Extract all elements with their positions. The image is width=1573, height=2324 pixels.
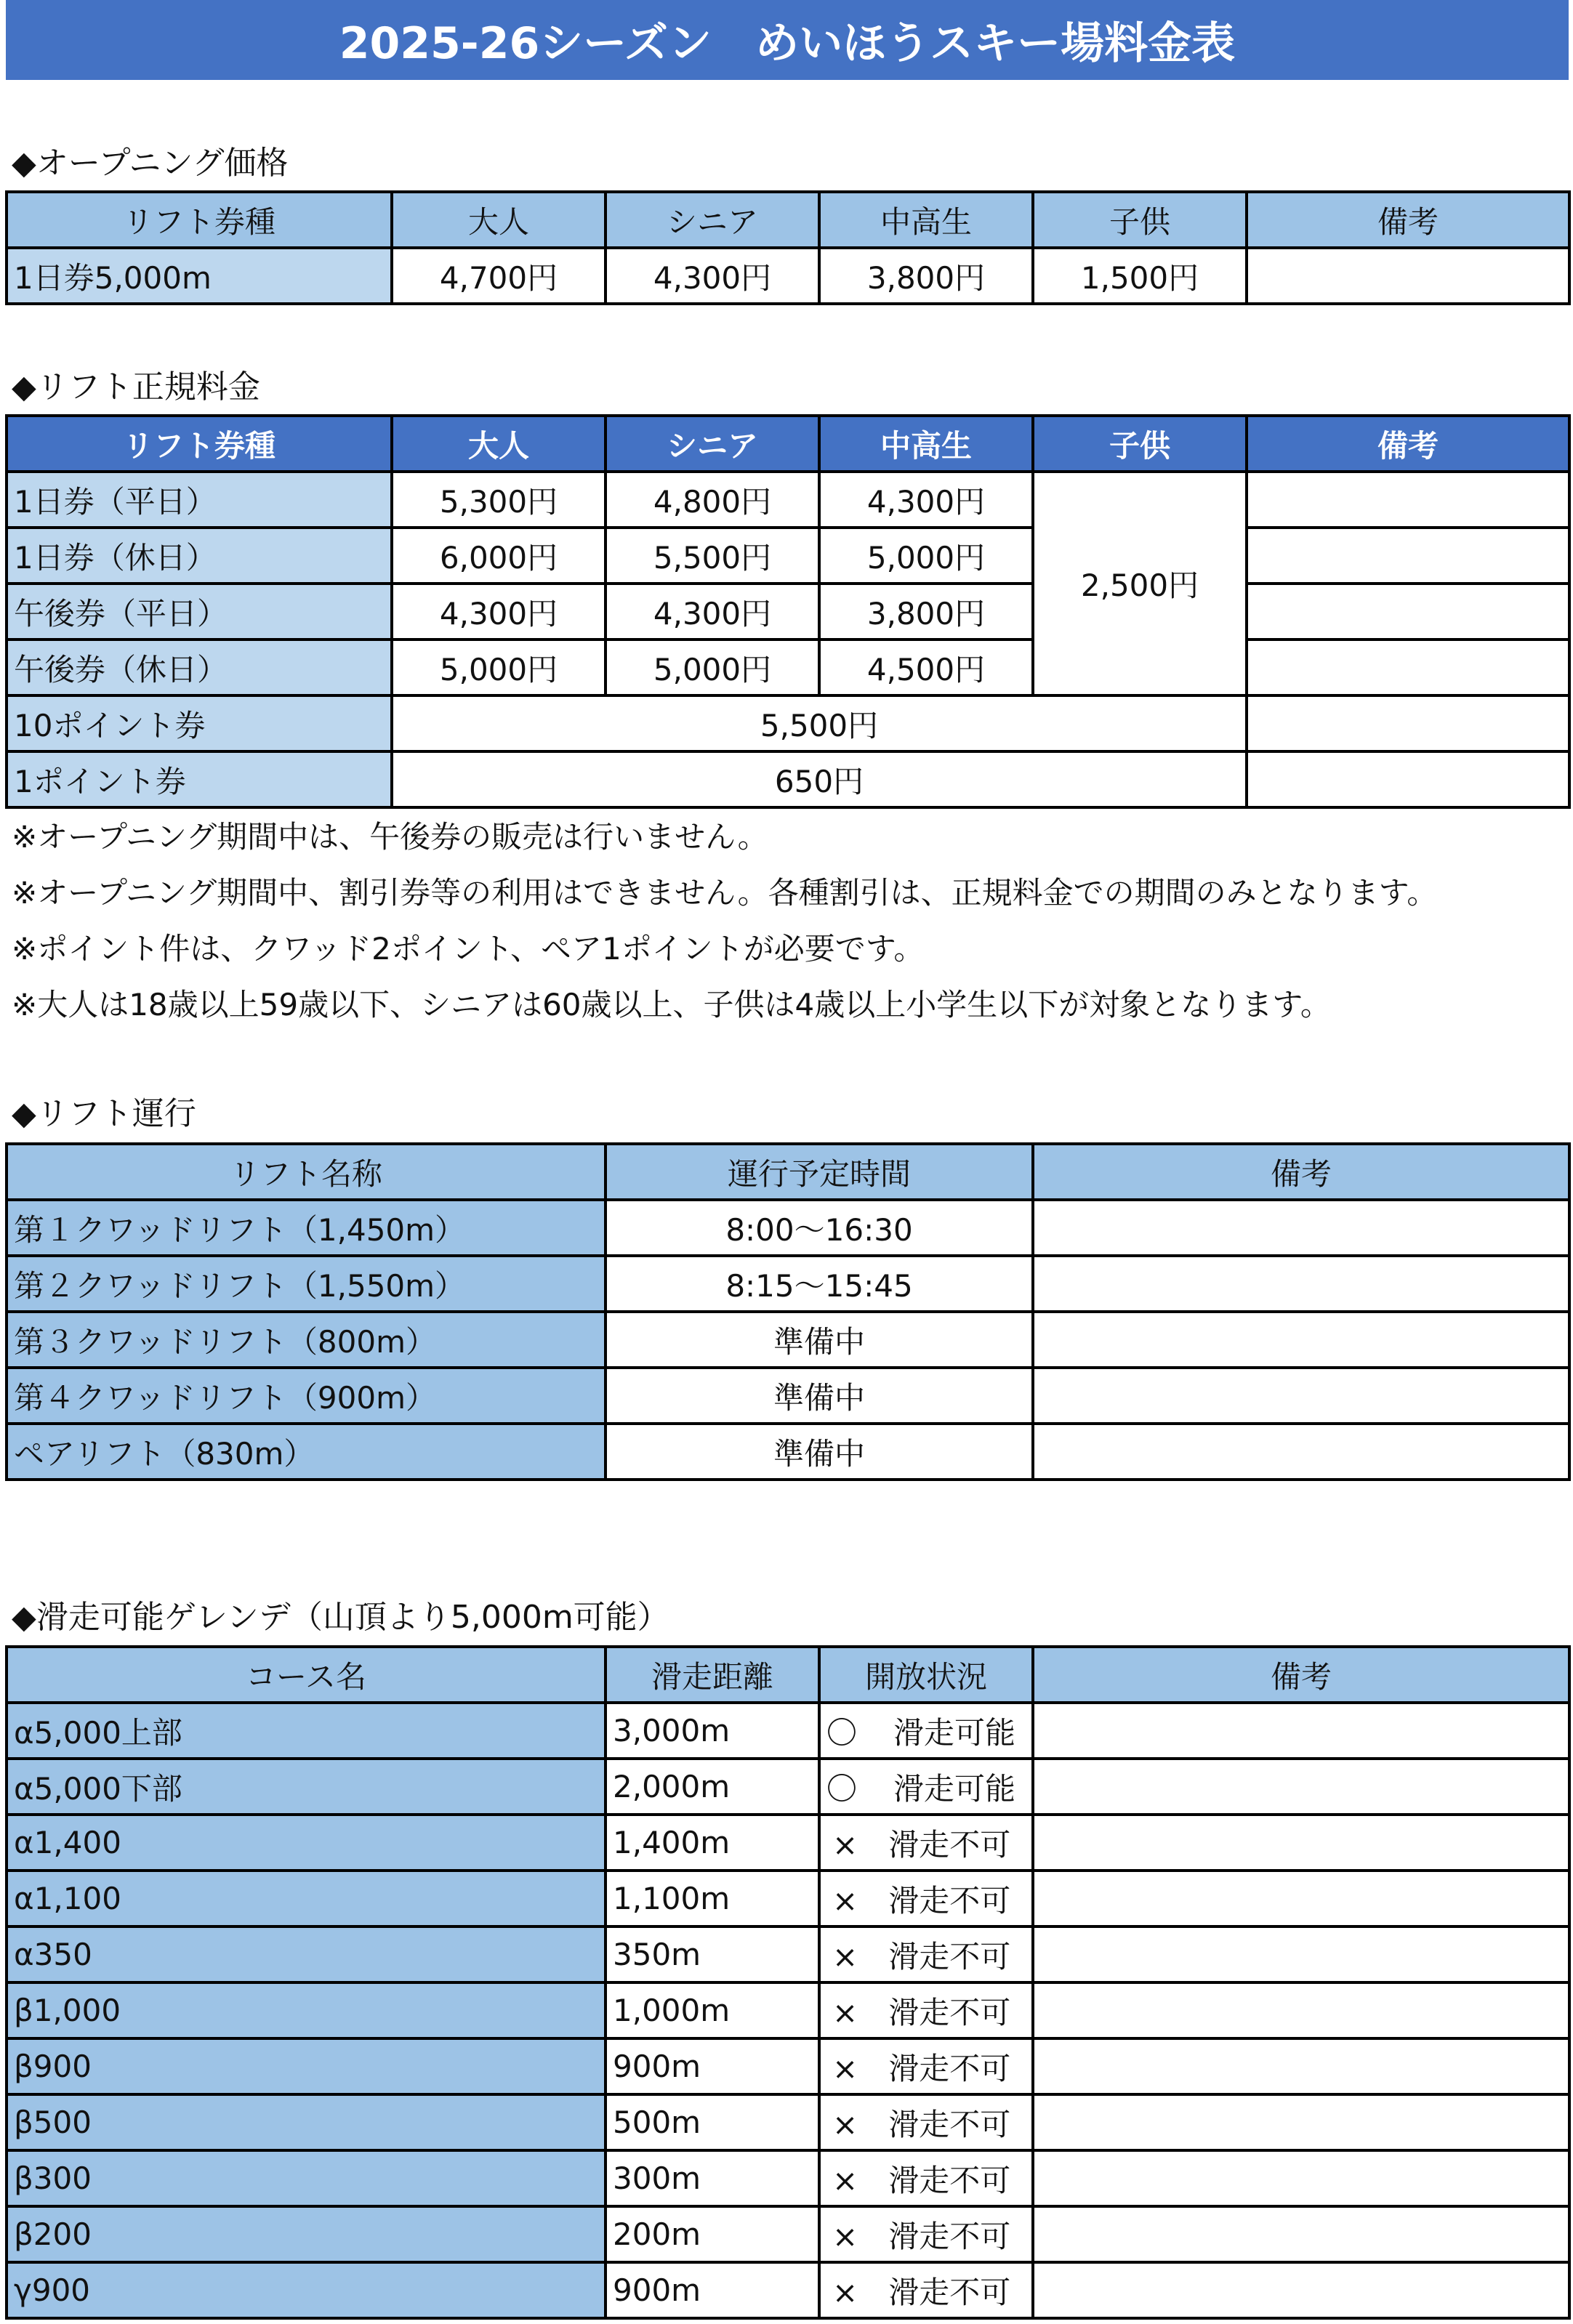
status-mark: × [832, 1994, 858, 2030]
status-text: 滑走可能 [893, 1714, 1016, 1751]
status-text: 滑走不可 [888, 1938, 1011, 1974]
header-cell: 備考 [1033, 1144, 1569, 1200]
price-student: 3,800円 [819, 248, 1033, 304]
lift-time: 8:15～15:45 [606, 1256, 1033, 1312]
lift-name: 第１クワッドリフト（1,450m） [7, 1200, 606, 1256]
table-row [7, 1200, 1569, 1256]
note-cell [1247, 248, 1569, 304]
table-row [7, 751, 1569, 807]
ticket-name: 午後券（平日） [7, 584, 392, 639]
regular-heading: ◆リフト正規料金 [12, 368, 260, 406]
header-cell: シニア [606, 416, 819, 472]
table-row [7, 1759, 1569, 1815]
header-cell: 大人 [392, 192, 606, 248]
price-senior: 4,800円 [606, 472, 819, 528]
point-price: 5,500円 [392, 695, 1247, 751]
status-mark: × [832, 2050, 858, 2086]
course-name: α5,000上部 [7, 1703, 606, 1759]
table-row [7, 584, 1569, 639]
lift-time: 準備中 [606, 1312, 1033, 1368]
price-student: 4,500円 [819, 639, 1033, 695]
price-adult: 6,000円 [392, 528, 606, 584]
note-cell [1033, 2150, 1569, 2206]
price-adult: 5,300円 [392, 472, 606, 528]
lift-name: ペアリフト（830m） [7, 1424, 606, 1480]
price-student: 5,000円 [819, 528, 1033, 584]
notes [12, 809, 1437, 1033]
status-mark: × [832, 1826, 858, 1863]
status-text: 滑走不可 [888, 2106, 1011, 2142]
course-status [819, 1871, 1033, 1926]
table-header-row [7, 1647, 1569, 1703]
status-text: 滑走不可 [888, 1882, 1011, 1918]
header-cell: シニア [606, 192, 819, 248]
price-adult: 4,700円 [392, 248, 606, 304]
table-row [7, 1424, 1569, 1480]
page-title: 2025-26シーズン めいほうスキー場料金表 [6, 0, 1569, 80]
table-header-row [7, 192, 1569, 248]
course-status [819, 2206, 1033, 2262]
ticket-name: 10ポイント券 [7, 695, 392, 751]
status-text: 滑走不可 [888, 2162, 1011, 2198]
status-mark: × [832, 2106, 858, 2142]
status-text: 滑走不可 [888, 2050, 1011, 2086]
note-cell [1247, 584, 1569, 639]
note-cell [1033, 1759, 1569, 1815]
opening-heading: ◆オープニング価格 [12, 145, 289, 182]
course-distance: 2,000m [606, 1759, 819, 1815]
course-distance: 3,000m [606, 1703, 819, 1759]
ticket-name: 1日券5,000m [7, 248, 392, 304]
course-status [819, 2094, 1033, 2150]
note-cell [1033, 1926, 1569, 1982]
price-adult: 5,000円 [392, 639, 606, 695]
note-line: ※オープニング期間中、割引券等の利用はできません。各種割引は、正規料金での期間のみとなります。 [12, 875, 1438, 911]
regular-price-table [5, 414, 1571, 809]
header-cell: リフト名称 [7, 1144, 606, 1200]
course-distance: 500m [606, 2094, 819, 2150]
table-row [7, 2038, 1569, 2094]
note-cell [1247, 695, 1569, 751]
price-senior: 4,300円 [606, 584, 819, 639]
lift-name: 第２クワッドリフト（1,550m） [7, 1256, 606, 1312]
status-text: 滑走不可 [888, 1994, 1011, 2030]
course-status-table [5, 1645, 1571, 2320]
course-status [819, 1926, 1033, 1982]
header-cell: 備考 [1247, 416, 1569, 472]
header-cell: 中高生 [819, 192, 1033, 248]
status-text: 滑走不可 [888, 2274, 1011, 2310]
table-row [7, 248, 1569, 304]
price-child: 2,500円 [1033, 472, 1247, 695]
lifts-heading: ◆リフト運行 [12, 1095, 196, 1132]
course-name: β900 [7, 2038, 606, 2094]
lift-name: 第３クワッドリフト（800m） [7, 1312, 606, 1368]
table-row [7, 1368, 1569, 1424]
note-cell [1033, 2094, 1569, 2150]
course-name: β200 [7, 2206, 606, 2262]
table-row [7, 2262, 1569, 2318]
course-status [819, 2150, 1033, 2206]
price-senior: 5,500円 [606, 528, 819, 584]
course-distance: 1,400m [606, 1815, 819, 1871]
note-cell [1033, 1312, 1569, 1368]
course-status [819, 1759, 1033, 1815]
status-mark: 〇 [826, 1770, 858, 1807]
ticket-name: 1ポイント券 [7, 751, 392, 807]
table-row [7, 1312, 1569, 1368]
header-cell: 子供 [1033, 416, 1247, 472]
note-cell [1033, 2038, 1569, 2094]
header-cell: 子供 [1033, 192, 1247, 248]
note-cell [1247, 528, 1569, 584]
table-row [7, 1926, 1569, 1982]
lift-operation-table [5, 1142, 1571, 1481]
status-text: 滑走可能 [893, 1770, 1016, 1807]
lift-time: 準備中 [606, 1424, 1033, 1480]
status-text: 滑走不可 [888, 1826, 1011, 1863]
header-cell: 開放状況 [819, 1647, 1033, 1703]
table-row [7, 2150, 1569, 2206]
table-row [7, 1982, 1569, 2038]
status-text: 滑走不可 [888, 2218, 1011, 2254]
price-senior: 4,300円 [606, 248, 819, 304]
course-name: α5,000下部 [7, 1759, 606, 1815]
course-name: β1,000 [7, 1982, 606, 2038]
status-mark: × [832, 2218, 858, 2254]
table-row [7, 2094, 1569, 2150]
price-child: 1,500円 [1033, 248, 1247, 304]
price-student: 4,300円 [819, 472, 1033, 528]
table-row [7, 639, 1569, 695]
course-status [819, 2038, 1033, 2094]
status-mark: 〇 [826, 1714, 858, 1751]
header-cell: 備考 [1033, 1647, 1569, 1703]
course-distance: 350m [606, 1926, 819, 1982]
note-cell [1033, 1368, 1569, 1424]
header-cell: 滑走距離 [606, 1647, 819, 1703]
courses-heading: ◆滑走可能ゲレンデ（山頂より5,000m可能） [12, 1599, 669, 1636]
status-mark: × [832, 2274, 858, 2310]
table-row [7, 695, 1569, 751]
price-adult: 4,300円 [392, 584, 606, 639]
ticket-name: 1日券（休日） [7, 528, 392, 584]
lift-time: 8:00～16:30 [606, 1200, 1033, 1256]
header-cell: リフト券種 [7, 416, 392, 472]
course-name: α350 [7, 1926, 606, 1982]
note-cell [1033, 1200, 1569, 1256]
course-status [819, 1815, 1033, 1871]
note-cell [1033, 2262, 1569, 2318]
note-line: ※オープニング期間中は、午後券の販売は行いません。 [12, 819, 768, 855]
course-distance: 1,000m [606, 1982, 819, 2038]
note-cell [1033, 1703, 1569, 1759]
course-status [819, 1982, 1033, 2038]
note-cell [1247, 751, 1569, 807]
course-name: α1,400 [7, 1815, 606, 1871]
header-cell: 備考 [1247, 192, 1569, 248]
price-senior: 5,000円 [606, 639, 819, 695]
note-cell [1033, 1871, 1569, 1926]
table-row [7, 1703, 1569, 1759]
header-cell: コース名 [7, 1647, 606, 1703]
note-cell [1033, 2206, 1569, 2262]
table-row [7, 1815, 1569, 1871]
table-row [7, 1256, 1569, 1312]
note-cell [1033, 1815, 1569, 1871]
status-mark: × [832, 2162, 858, 2198]
note-line: ※大人は18歳以上59歳以下、シニアは60歳以上、子供は4歳以上小学生以下が対象となります。 [12, 987, 1331, 1022]
course-name: β300 [7, 2150, 606, 2206]
header-cell: 大人 [392, 416, 606, 472]
course-distance: 900m [606, 2262, 819, 2318]
point-price: 650円 [392, 751, 1247, 807]
opening-price-table [5, 190, 1571, 305]
ticket-name: 1日券（平日） [7, 472, 392, 528]
note-cell [1033, 1424, 1569, 1480]
lift-time: 準備中 [606, 1368, 1033, 1424]
note-cell [1247, 639, 1569, 695]
course-name: α1,100 [7, 1871, 606, 1926]
header-cell: 中高生 [819, 416, 1033, 472]
course-distance: 900m [606, 2038, 819, 2094]
table-header-row [7, 416, 1569, 472]
course-distance: 1,100m [606, 1871, 819, 1926]
header-cell: 運行予定時間 [606, 1144, 1033, 1200]
table-row [7, 472, 1569, 528]
table-row [7, 2206, 1569, 2262]
course-status [819, 1703, 1033, 1759]
status-mark: × [832, 1882, 858, 1918]
header-cell: リフト券種 [7, 192, 392, 248]
note-cell [1033, 1982, 1569, 2038]
note-line: ※ポイント件は、クワッド2ポイント、ペア1ポイントが必要です。 [12, 931, 925, 967]
status-mark: × [832, 1938, 858, 1974]
ticket-name: 午後券（休日） [7, 639, 392, 695]
course-status [819, 2262, 1033, 2318]
note-cell [1033, 1256, 1569, 1312]
table-header-row [7, 1144, 1569, 1200]
table-row [7, 528, 1569, 584]
note-cell [1247, 472, 1569, 528]
lift-name: 第４クワッドリフト（900m） [7, 1368, 606, 1424]
course-name: γ900 [7, 2262, 606, 2318]
price-student: 3,800円 [819, 584, 1033, 639]
course-distance: 300m [606, 2150, 819, 2206]
table-row [7, 1871, 1569, 1926]
course-name: β500 [7, 2094, 606, 2150]
course-distance: 200m [606, 2206, 819, 2262]
